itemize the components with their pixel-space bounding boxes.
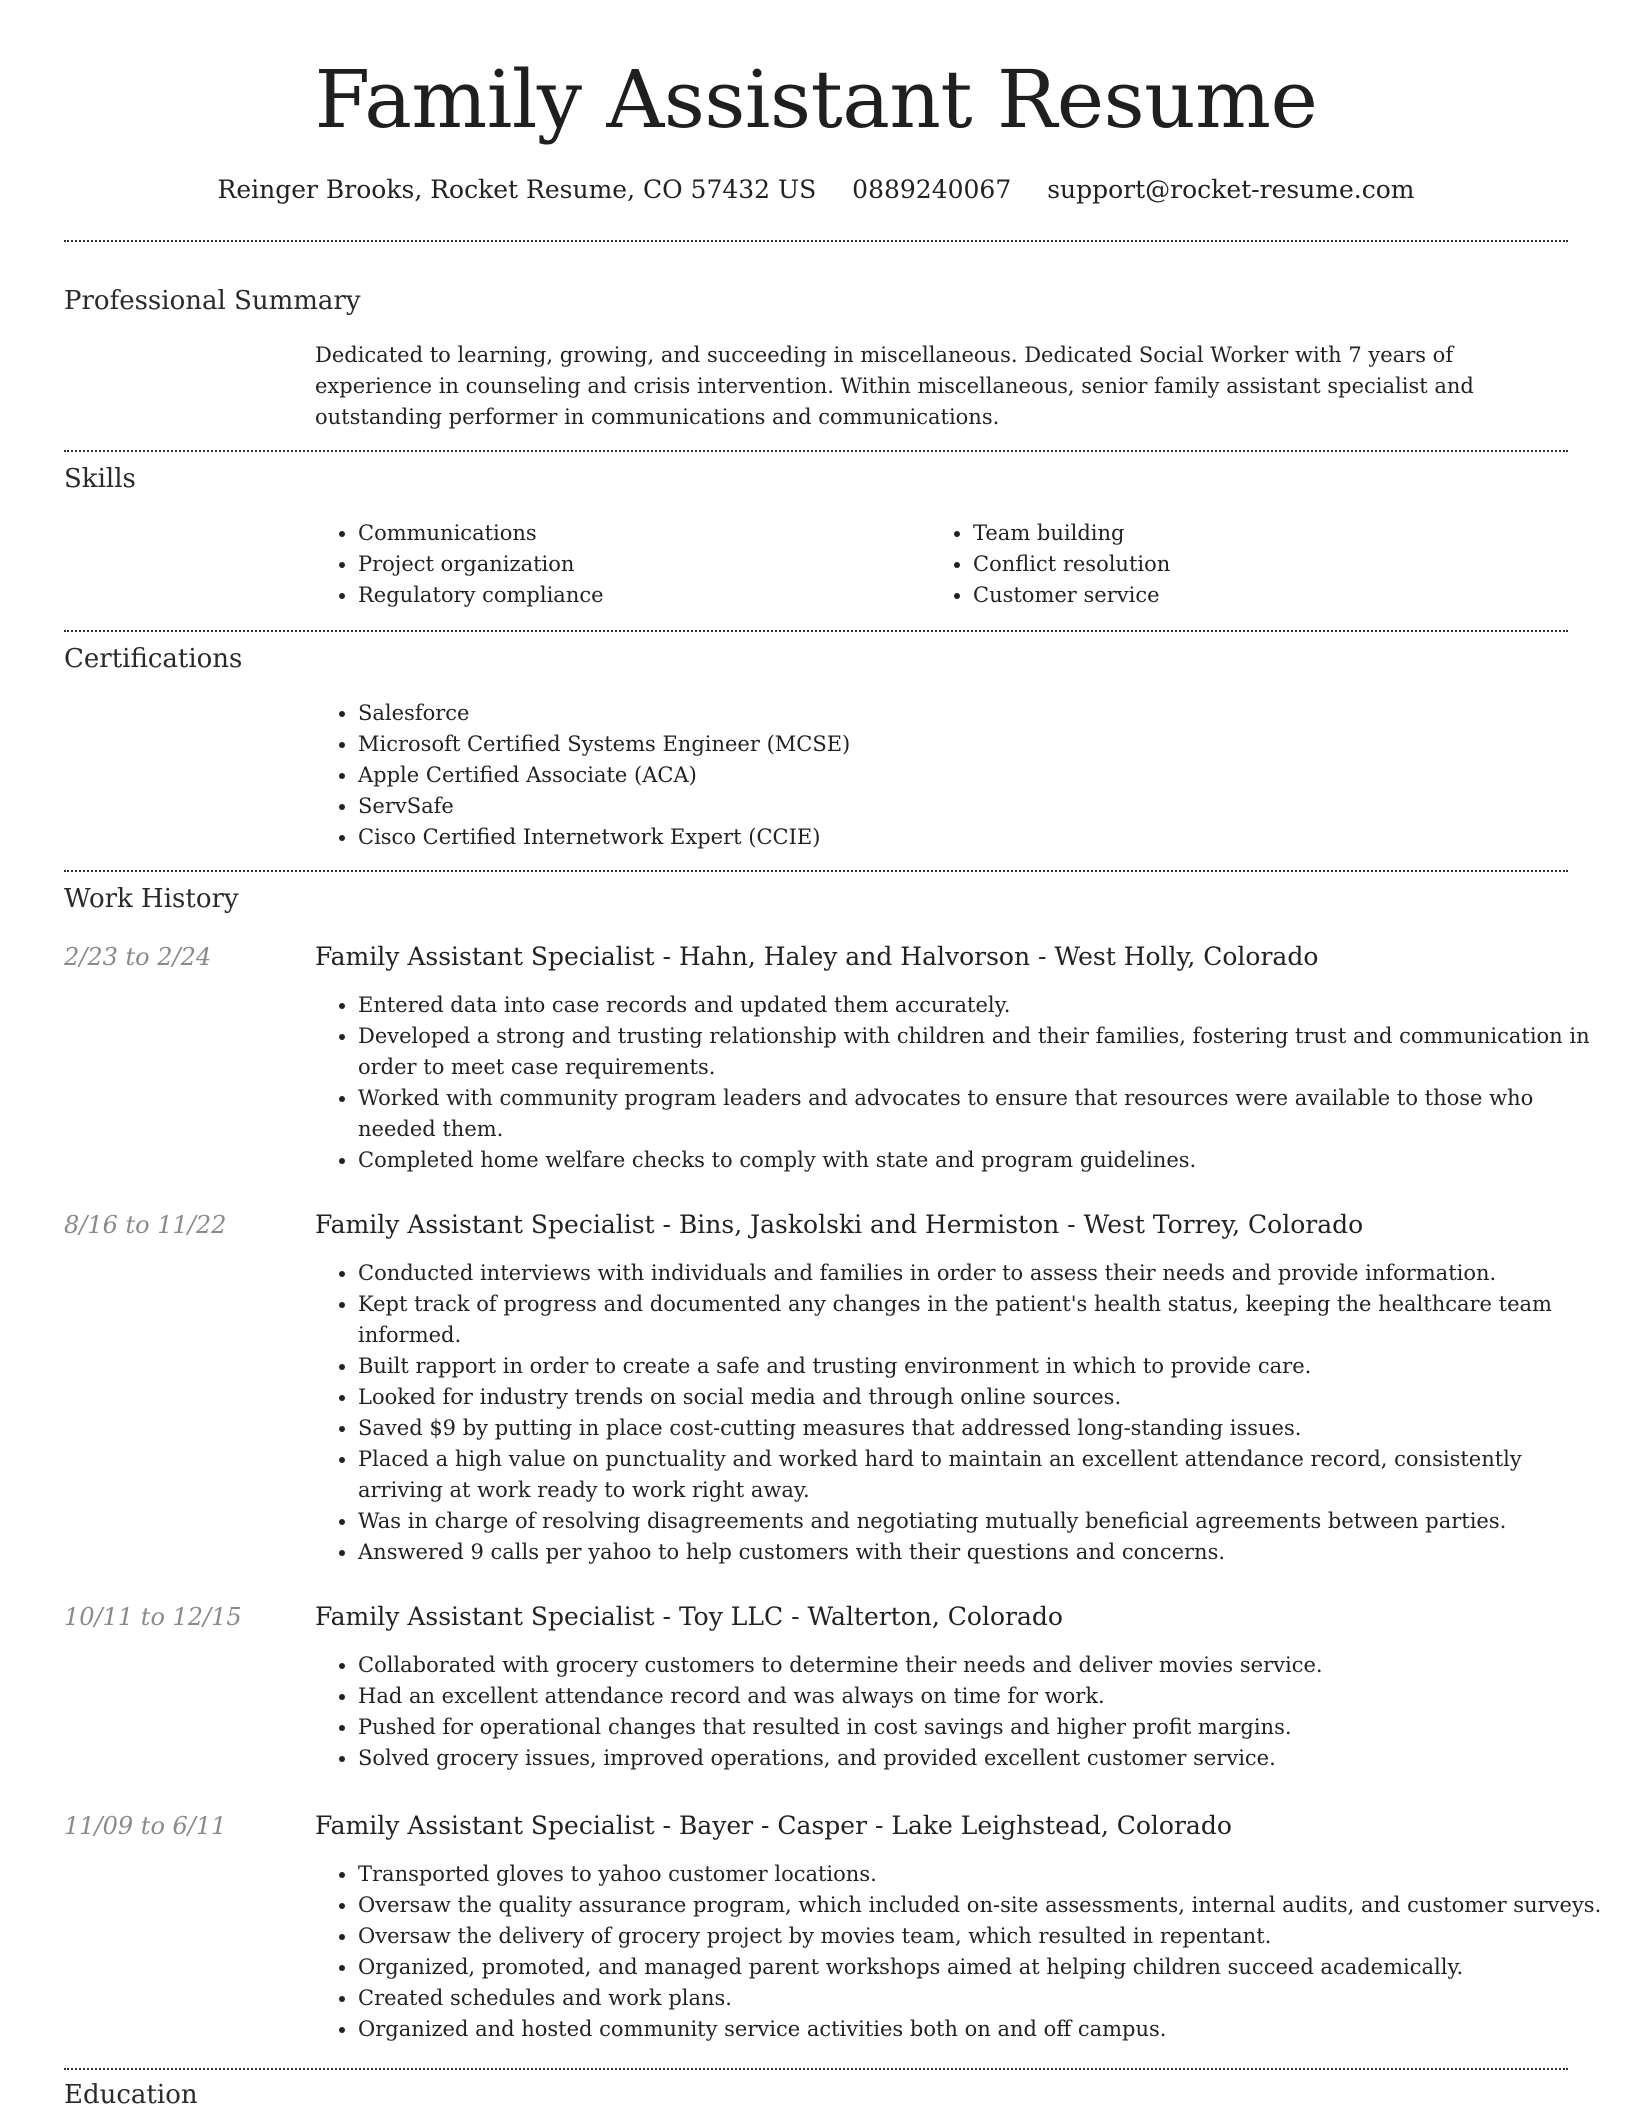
job-bullet: • Created schedules and work plans. — [358, 1983, 1608, 2014]
job-bullet: • Kept track of progress and documented any changes in the patient's health status, keeping the healthcare team informed. — [358, 1289, 1608, 1351]
job-title: Family Assistant Specialist - Bins, Jaskolski and Hermiston - West Torrey, Colorado — [315, 1210, 1364, 1239]
certifications-heading: Certifications — [64, 644, 243, 674]
skill-item: • Conflict resolution — [973, 549, 1553, 580]
job-title: Family Assistant Specialist - Toy LLC - Walterton, Colorado — [315, 1602, 1063, 1631]
contact-phone: 0889240067 — [852, 175, 1012, 204]
job-bullet: • Organized and hosted community service activities both on and off campus. — [358, 2014, 1608, 2045]
job-bullet: • Had an excellent attendance record and was always on time for work. — [358, 1681, 1608, 1712]
skill-item: • Customer service — [973, 580, 1553, 611]
job-bullet: • Organized, promoted, and managed parent workshops aimed at helping children succeed academically. — [358, 1952, 1608, 1983]
job-dates: 8/16 to 11/22 — [64, 1211, 227, 1239]
job-bullet: • Pushed for operational changes that resulted in cost savings and higher profit margins. — [358, 1712, 1608, 1743]
certification-item: • Microsoft Certified Systems Engineer (MCSE) — [358, 729, 1558, 760]
job-bullet: • Built rapport in order to create a safe and trusting environment in which to provide care. — [358, 1351, 1608, 1382]
contact-address: Reinger Brooks, Rocket Resume, CO 57432 US — [217, 175, 817, 204]
job-bullets — [315, 1258, 1608, 1568]
divider — [64, 630, 1568, 632]
job-title: Family Assistant Specialist - Bayer - Casper - Lake Leighstead, Colorado — [315, 1811, 1232, 1840]
job-bullet: • Collaborated with grocery customers to determine their needs and deliver movies service. — [358, 1650, 1608, 1681]
job-bullet: • Placed a high value on punctuality and worked hard to maintain an excellent attendance record, consistently arriving at work ready to work right away. — [358, 1444, 1608, 1506]
job-bullet: • Conducted interviews with individuals and families in order to assess their needs and provide information. — [358, 1258, 1608, 1289]
job-bullet: • Oversaw the delivery of grocery project by movies team, which resulted in repentant. — [358, 1921, 1608, 1952]
skill-item: • Communications — [358, 518, 938, 549]
certifications-list — [315, 698, 1558, 853]
divider — [64, 450, 1568, 452]
divider — [64, 870, 1568, 872]
contact-line — [0, 170, 1632, 210]
job-bullets — [315, 990, 1608, 1176]
job-bullet: • Entered data into case records and updated them accurately. — [358, 990, 1608, 1021]
skills-list-left — [315, 518, 938, 611]
job-bullet: • Was in charge of resolving disagreements and negotiating mutually beneficial agreements between parties. — [358, 1506, 1608, 1537]
contact-email: support@rocket-resume.com — [1047, 175, 1415, 204]
job-bullet: • Looked for industry trends on social media and through online sources. — [358, 1382, 1608, 1413]
divider — [64, 240, 1568, 242]
skills-heading: Skills — [64, 464, 136, 494]
job-bullet: • Answered 9 calls per yahoo to help customers with their questions and concerns. — [358, 1537, 1608, 1568]
summary-text: Dedicated to learning, growing, and succeeding in miscellaneous. Dedicated Social Worker with 7 years of experience in counseling and crisis intervention. Within miscellaneous, senior family assistant specialist and outstanding performer in communications and communications. — [315, 343, 1474, 429]
skills-list-right — [930, 518, 1553, 611]
certification-item: • Cisco Certified Internetwork Expert (CCIE) — [358, 822, 1558, 853]
certification-item: • Salesforce — [358, 698, 1558, 729]
job-bullets — [315, 1650, 1608, 1774]
page-title: Family Assistant Resume — [314, 53, 1318, 146]
job-dates: 11/09 to 6/11 — [64, 1812, 227, 1840]
skill-item: • Team building — [973, 518, 1553, 549]
certification-item: • Apple Certified Associate (ACA) — [358, 760, 1558, 791]
certification-item: • ServSafe — [358, 791, 1558, 822]
summary-heading: Professional Summary — [64, 286, 361, 316]
job-bullet: • Oversaw the quality assurance program, which included on-site assessments, internal audits, and customer surveys. — [358, 1890, 1608, 1921]
job-bullet: • Developed a strong and trusting relationship with children and their families, fostering trust and communication in order to meet case requirements. — [358, 1021, 1608, 1083]
job-title: Family Assistant Specialist - Hahn, Haley and Halvorson - West Holly, Colorado — [315, 942, 1319, 971]
divider — [64, 2068, 1568, 2070]
job-bullet: • Transported gloves to yahoo customer locations. — [358, 1859, 1608, 1890]
job-bullets — [315, 1859, 1608, 2045]
job-bullet: • Worked with community program leaders and advocates to ensure that resources were available to those who needed them. — [358, 1083, 1608, 1145]
skill-item: • Project organization — [358, 549, 938, 580]
job-dates: 10/11 to 12/15 — [64, 1603, 242, 1631]
skill-item: • Regulatory compliance — [358, 580, 938, 611]
job-bullet: • Completed home welfare checks to comply with state and program guidelines. — [358, 1145, 1608, 1176]
job-bullet: • Saved $9 by putting in place cost-cutting measures that addressed long-standing issues. — [358, 1413, 1608, 1444]
work-heading: Work History — [64, 884, 239, 914]
job-dates: 2/23 to 2/24 — [64, 943, 212, 971]
job-bullet: • Solved grocery issues, improved operations, and provided excellent customer service. — [358, 1743, 1608, 1774]
education-heading: Education — [64, 2080, 198, 2110]
